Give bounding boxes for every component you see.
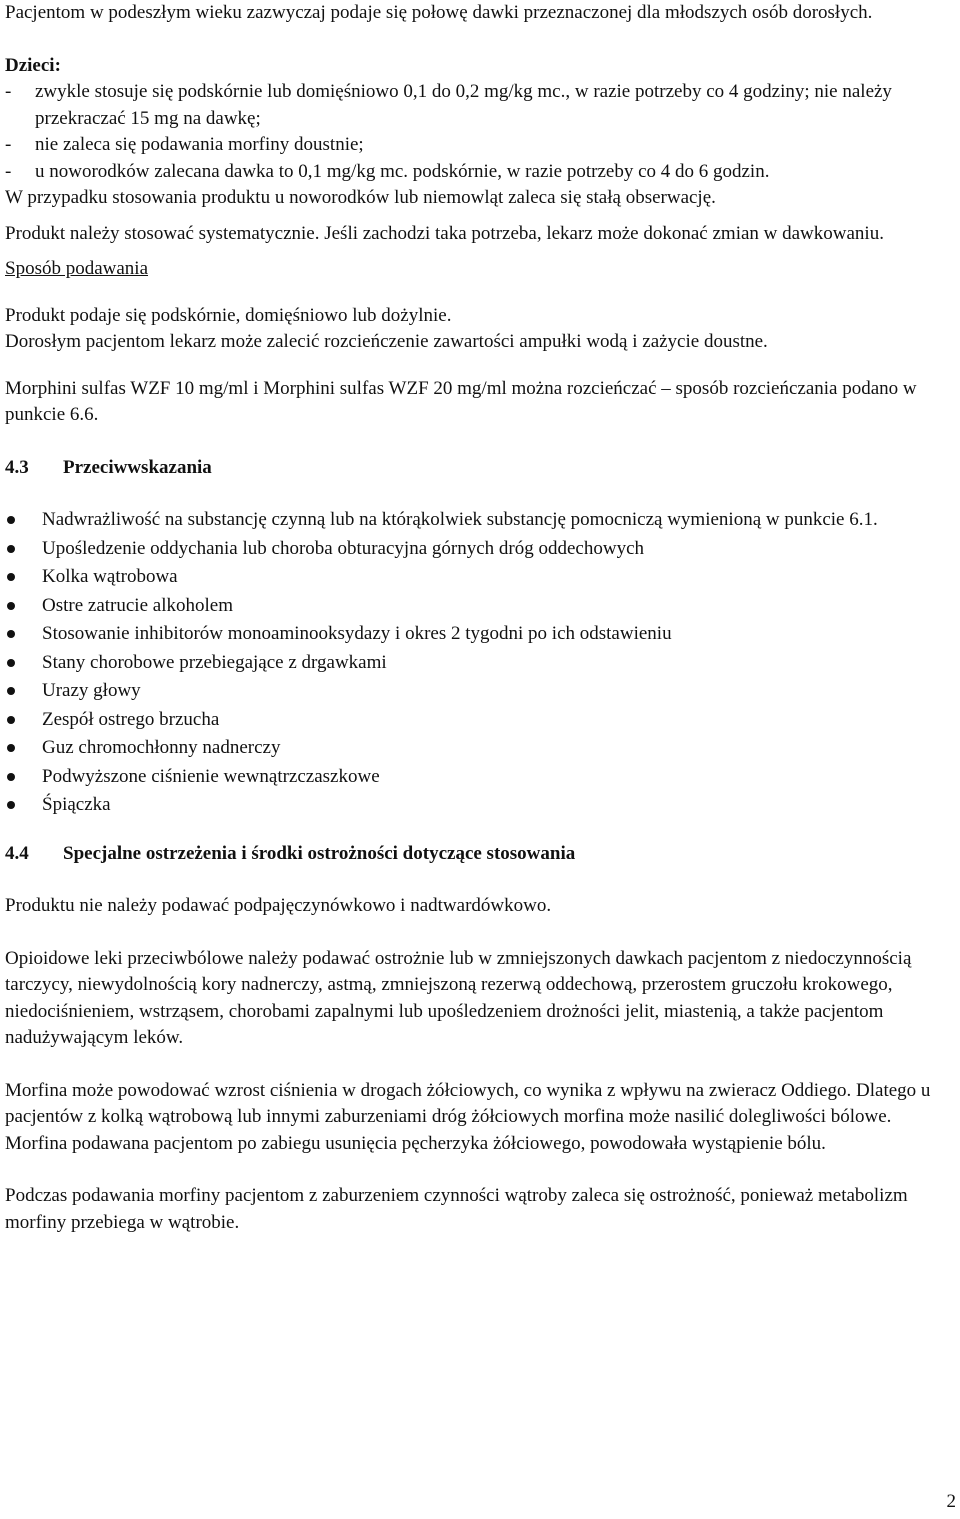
children-dosage-item — [5, 159, 955, 186]
list-item: Ostre zatrucie alkoholem — [5, 593, 955, 620]
contraindications-list — [5, 507, 955, 819]
bullet-icon — [5, 650, 42, 677]
list-item: Śpiączka — [5, 792, 955, 819]
section-heading-warnings — [5, 841, 955, 868]
list-item: Urazy głowy — [5, 678, 955, 705]
children-dosage-item-text: nie zaleca się podawania morfiny doustnie; — [35, 134, 364, 155]
newborn-observation-note: W przypadku stosowania produktu u noworodków lub niemowląt zaleca się stałą obserwację. — [5, 187, 716, 208]
section-title: Przeciwwskazania — [63, 456, 212, 478]
section-title: Specjalne ostrzeżenia i środki ostrożności dotyczące stosowania — [63, 842, 576, 864]
list-item: Kolka wątrobowa — [5, 564, 955, 591]
children-heading: Dzieci: — [5, 54, 61, 76]
list-item: Stany chorobowe przebiegające z drgawkami — [5, 650, 955, 677]
children-dosage-item — [5, 79, 955, 132]
bullet-icon — [5, 621, 42, 648]
warnings-paragraph: Morfina może powodować wzrost ciśnienia w drogach żółciowych, co wynika z wpływu na zwieracz Oddiego. Dlatego u pacjentów z kolką wątrobową lub innymi zaburzeniami dróg żółciowych morfina może nasilić dolegliwości bólowe. Morfina podawana pacjentom po zabiegu usunięcia pęcherzyka żółciowego, powodowała wystąpienie bólu. — [5, 1079, 931, 1154]
list-item: Podwyższone ciśnienie wewnątrzczaszkowe — [5, 764, 955, 791]
bullet-icon — [5, 764, 42, 791]
bullet-icon — [5, 507, 42, 534]
children-dosage-item-text: zwykle stosuje się podskórnie lub domięśniowo 0,1 do 0,2 mg/kg mc., w razie potrzeby co 4 godziny; nie należy przekraczać 15 mg na dawkę; — [35, 81, 892, 129]
bullet-icon — [5, 593, 42, 620]
administration-heading: Sposób podawania — [5, 258, 149, 279]
systematic-use-paragraph: Produkt należy stosować systematycznie. Jeśli zachodzi taka potrzeba, lekarz może dokonać zmian w dawkowaniu. — [5, 222, 884, 244]
section-number: 4.4 — [5, 842, 29, 864]
dilution-reference-paragraph: Morphini sulfas WZF 10 mg/ml i Morphini sulfas WZF 20 mg/ml można rozcieńczać – sposób rozcieńczania podano w punkcie 6.6. — [5, 377, 917, 425]
bullet-icon — [5, 735, 42, 762]
children-dosage-item — [5, 132, 955, 159]
administration-routes: Produkt podaje się podskórnie, domięśniowo lub dożylnie. — [5, 304, 452, 326]
document-page — [5, 0, 955, 1236]
bullet-icon — [5, 707, 42, 734]
list-item: Zespół ostrego brzucha — [5, 707, 955, 734]
section-heading-contraindications — [5, 455, 955, 482]
warnings-paragraph: Produktu nie należy podawać podpajęczynówkowo i nadtwardówkowo. — [5, 895, 552, 916]
warnings-paragraph: Podczas podawania morfiny pacjentom z zaburzeniem czynności wątroby zaleca się ostrożność, ponieważ metabolizm morfiny przebiega w wątrobie. — [5, 1185, 908, 1233]
elderly-dosage-paragraph: Pacjentom w podeszłym wieku zazwyczaj podaje się połowę dawki przeznaczonej dla młodszych osób dorosłych. — [5, 2, 873, 23]
bullet-icon — [5, 536, 42, 563]
warnings-paragraph: Opioidowe leki przeciwbólowe należy podawać ostrożnie lub w zmniejszonych dawkach pacjentom z niedoczynnością tarczycy, niewydolnością kory nadnerczy, astmą, zmniejszoną rezerwą oddechową, przerostem gruczołu krokowego, niedociśnieniem, wstrząsem, chorobami zapalnymi lub upośledzeniem drożności jelit, miastenią, a także pacjentom nadużywającym leków. — [5, 947, 912, 1048]
list-item: Guz chromochłonny nadnerczy — [5, 735, 955, 762]
bullet-icon — [5, 564, 42, 591]
dash-marker: - — [5, 160, 12, 182]
dash-marker: - — [5, 134, 12, 155]
page-number: 2 — [946, 1491, 956, 1512]
section-number: 4.3 — [5, 456, 29, 478]
children-dosage-item-text: u noworodków zalecana dawka to 0,1 mg/kg mc. podskórnie, w razie potrzeby co 4 do 6 godzin. — [35, 160, 770, 182]
list-item: Upośledzenie oddychania lub choroba obturacyjna górnych dróg oddechowych — [5, 536, 955, 563]
dash-marker: - — [5, 81, 12, 102]
list-item: Stosowanie inhibitorów monoaminooksydazy i okres 2 tygodni po ich odstawieniu — [5, 621, 955, 648]
bullet-icon — [5, 678, 42, 705]
administration-oral-dilution: Dorosłym pacjentom lekarz może zalecić rozcieńczenie zawartości ampułki wodą i zażycie doustne. — [5, 331, 768, 352]
bullet-icon — [5, 792, 42, 819]
list-item: Nadwrażliwość na substancję czynną lub na którąkolwiek substancję pomocniczą wymienioną w punkcie 6.1. — [5, 507, 955, 534]
